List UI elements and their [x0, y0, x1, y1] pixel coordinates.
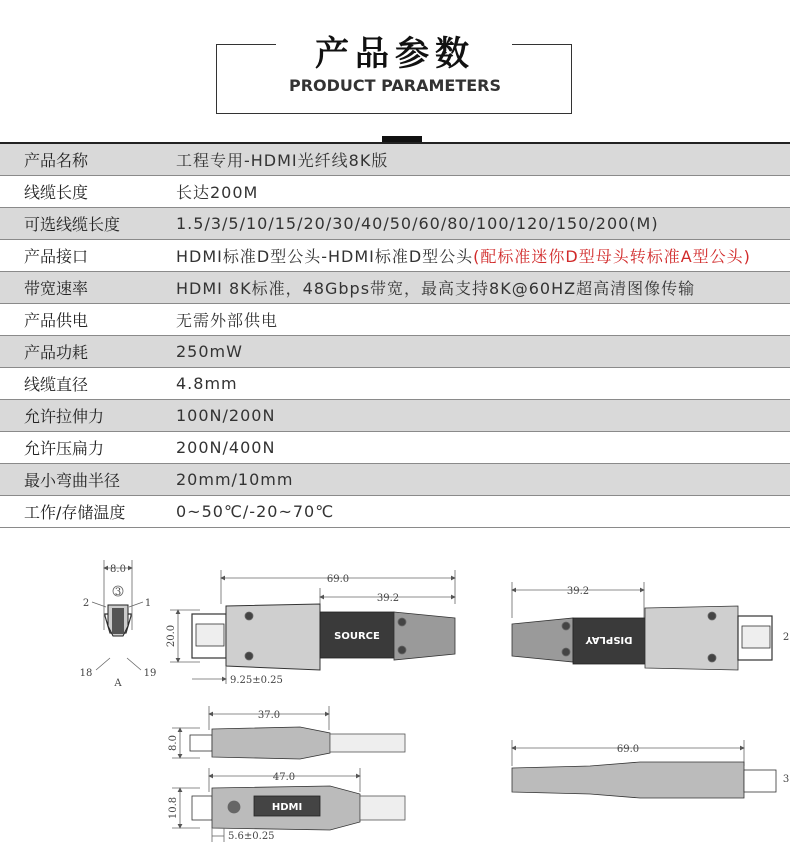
param-value: 1.5/3/5/10/15/20/30/40/50/60/80/100/120/150/200(M)	[176, 214, 659, 233]
param-value: 无需外部供电	[176, 311, 279, 330]
param-value: 0~50℃/-20~70℃	[176, 502, 335, 521]
dim-hdmi-tip: 5.6±0.25	[228, 831, 275, 842]
dim-hdmi-height: 10.8	[168, 796, 179, 820]
bottom-view	[512, 740, 776, 798]
param-value: HDMI 8K标准，48Gbps带宽，最高支持8K@60HZ超高清图像传输	[176, 279, 696, 298]
table-row	[0, 464, 790, 496]
dim-display-housing: 39.2	[566, 586, 590, 597]
param-label: 允许拉伸力	[24, 407, 105, 426]
pin-label: 19	[143, 668, 157, 679]
param-label: 线缆长度	[24, 183, 89, 202]
dim-source-total: 69.0	[326, 574, 350, 585]
dimension-drawing	[0, 530, 790, 860]
page-subtitle: PRODUCT PARAMETERS	[288, 76, 502, 95]
table-row	[0, 208, 790, 240]
pin-type-label: A	[114, 678, 122, 689]
param-value: 工程专用-HDMI光纤线8K版	[176, 151, 389, 170]
table-row	[0, 304, 790, 336]
param-value: HDMI标准D型公头-HDMI标准D型公头(配标准迷你D型母头转标准A型公头)	[176, 247, 751, 266]
pin-circle-label: 3	[114, 587, 122, 598]
param-label: 允许压扁力	[24, 439, 105, 458]
param-label: 可选线缆长度	[24, 215, 121, 234]
dim-bottom-total: 69.0	[616, 744, 640, 755]
param-note: (配标准迷你D型母头转标准A型公头)	[473, 247, 751, 266]
pin-face-view	[92, 560, 143, 670]
param-label: 产品供电	[24, 311, 89, 330]
param-value: 100N/200N	[176, 406, 276, 425]
dim-side-height: 8.0	[168, 735, 179, 751]
source-side-view	[170, 570, 455, 684]
table-row	[0, 432, 790, 464]
source-label: SOURCE	[334, 631, 380, 642]
param-value: 200N/400N	[176, 438, 276, 457]
param-label: 产品名称	[24, 151, 89, 170]
dim-source-housing: 39.2	[376, 593, 400, 604]
param-value: 4.8mm	[176, 374, 238, 393]
dim-hdmi-length: 47.0	[272, 772, 296, 783]
table-row	[0, 336, 790, 368]
pin-label: 1	[144, 598, 152, 609]
dim-bottom-height: 3	[782, 774, 790, 785]
param-label: 最小弯曲半径	[24, 471, 121, 490]
param-label: 工作/存储温度	[24, 503, 126, 522]
param-label: 线缆直径	[24, 375, 89, 394]
cable-side-view	[172, 706, 405, 759]
pin-label: 2	[82, 598, 90, 609]
table-row	[0, 368, 790, 400]
dim-source-tip: 9.25±0.25	[230, 675, 283, 686]
param-value: 20mm/10mm	[176, 470, 294, 489]
display-side-view	[512, 582, 772, 670]
table-row	[0, 176, 790, 208]
param-label: 产品接口	[24, 247, 89, 266]
param-value: 长达200M	[176, 183, 259, 202]
table-row	[0, 400, 790, 432]
param-label: 产品功耗	[24, 343, 89, 362]
display-label: DISPLAY	[585, 634, 633, 645]
table-row	[0, 240, 790, 272]
table-row	[0, 272, 790, 304]
frame-bottom-line	[216, 113, 572, 114]
dim-side-length: 37.0	[257, 710, 281, 721]
table-row	[0, 496, 790, 528]
param-label: 带宽速率	[24, 279, 89, 298]
dim-source-height: 20.0	[166, 624, 177, 648]
pin-label: 18	[79, 668, 93, 679]
dim-pin-width: 8.0	[110, 564, 126, 575]
params-table	[0, 142, 790, 528]
param-value: 250mW	[176, 342, 243, 361]
dim-display-height: 2	[782, 632, 790, 643]
page-title: 产品参数	[315, 34, 475, 74]
hdmi-logo-label: HDMI	[271, 802, 303, 813]
table-row	[0, 144, 790, 176]
